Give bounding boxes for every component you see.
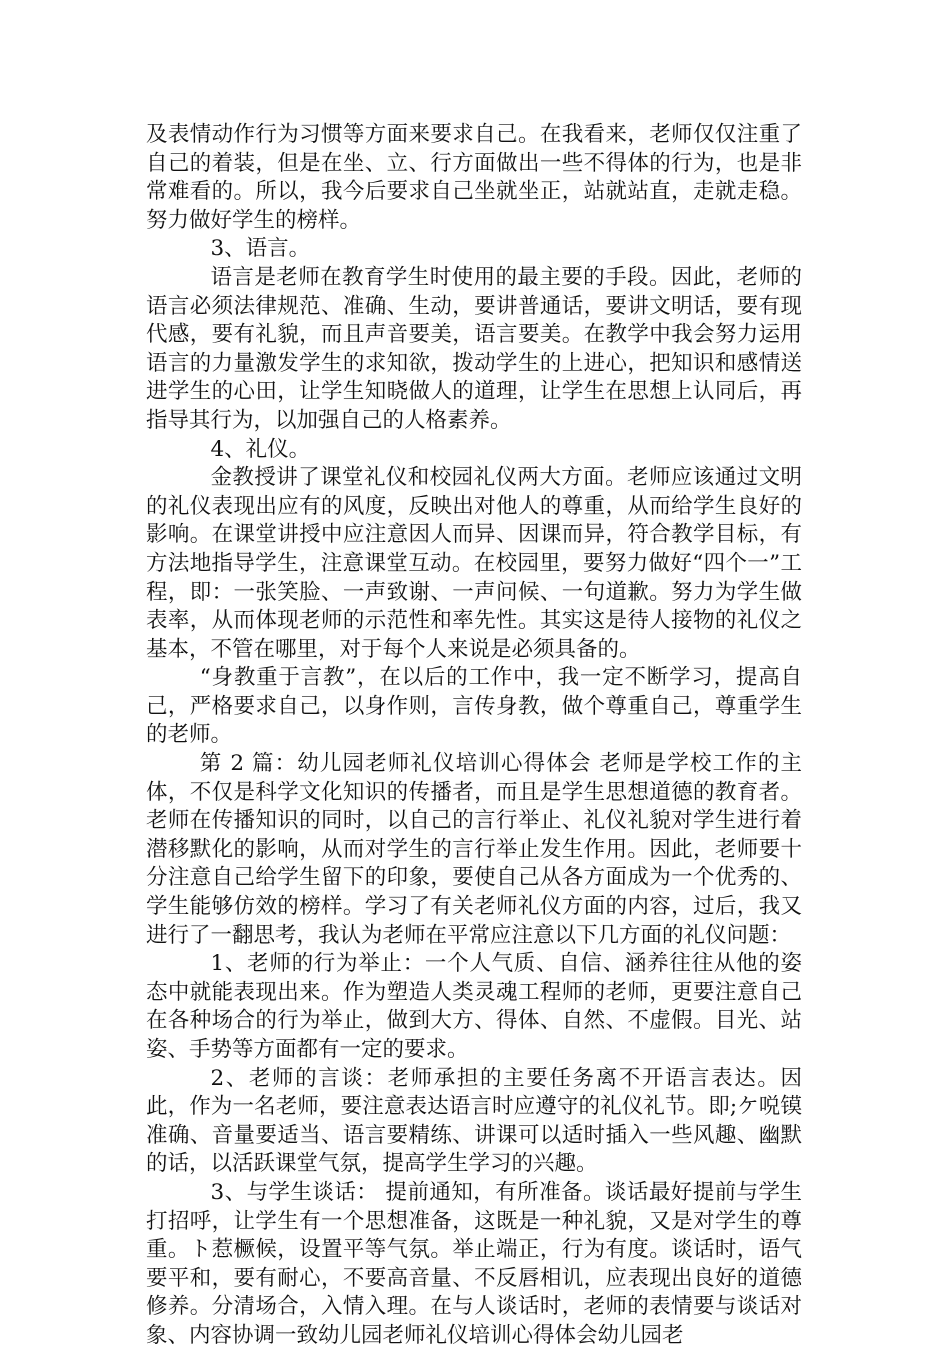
paragraph-etiquette: 金教授讲了课堂礼仪和校园礼仪两大方面。老师应该通过文明的礼仪表现出应有的风度，反映出对他人的尊重，从而给学生良好的影响。在课堂讲授中应注意因人而异、因课而异，符合教学目标，有方法地指导学生，注意课堂互动。在校园里，要努力做好“四个一”工程，即：一张笑脸、一声致谢、一声问候、一句道歉。努力为学生做表率，从而体现老师的示范性和率先性。其实这是待人接物的礼仪之基本，不管在哪里，对于每个人来说是必须具备的。 xyxy=(146,465,802,662)
paragraph-behavior: 1、老师的行为举止：一个人气质、自信、涵养往往从他的姿态中就能表现出来。作为塑造人类灵魂工程师的老师，更要注意自己在各种场合的行为举止，做到大方、得体、自然、不虚假。目光、站姿、手势等方面都有一定的要求。 xyxy=(146,951,802,1062)
paragraph-speech: 2、老师的言谈：老师承担的主要任务离不开语言表达。因此，作为一名老师，要注意表达语言时应遵守的礼仪礼节。即;ケ哾镆准确、音量要适当、语言要精练、讲课可以适时插入一些风趣、幽默的话，以活跃课堂气氛，提高学生学习的兴趣。 xyxy=(146,1065,802,1177)
paragraph-language: 语言是老师在教育学生时使用的最主要的手段。因此，老师的语言必须法律规范、准确、生动，要讲普通话，要讲文明话，要有现代感，要有礼貌，而且声音要美，语言要美。在教学中我会努力运用语言的力量激发学生的求知欲，拨动学生的上进心，把知识和感情送进学生的心田，让学生知晓做人的道理，让学生在思想上认同后，再指导其行为，以加强自己的人格素养。 xyxy=(146,264,802,433)
heading-language: 3、语言。 xyxy=(210,236,311,262)
paragraph-conclusion: “身教重于言教”，在以后的工作中，我一定不断学习，提高自己，严格要求自己，以身作则，言传身教，做个尊重自己，尊重学生的老师。 xyxy=(146,665,802,748)
paragraph-student-talk: 3、与学生谈话： 提前通知，有所准备。谈话最好提前与学生打招呼，让学生有一个思想准备，这既是一种礼貌，又是对学生的尊重。ト惹橛候，设置平等气氛。举止端正，行为有度。谈话时，语气要平和，要有耐心，不要高音量、不反唇相讥，应表现出良好的道德修养。分清场合，入情入理。在与人谈话时，老师的表情要与谈话对象、内容协调一致幼儿园老师礼仪培训心得体会幼儿园老 xyxy=(146,1179,802,1348)
paragraph-appearance-continued: 及表情动作行为习惯等方面来要求自己。在我看来，老师仅仅注重了自己的着装，但是在坐、立、行方面做出一些不得体的行为，也是非常难看的。所以，我今后要求自己坐就坐正，站就站直，走就走稳。努力做好学生的榜样。 xyxy=(146,122,802,233)
heading-etiquette: 4、礼仪。 xyxy=(210,436,311,462)
document-body xyxy=(146,121,802,1351)
paragraph-article-2-intro: 第 2 篇：幼儿园老师礼仪培训心得体会 老师是学校工作的主体，不仅是科学文化知识的传播者，而且是学生思想道德的教育者。老师在传播知识的同时，以自己的言行举止、礼仪礼貌对学生进行着潜移默化的影响，从而对学生的言行举止发生作用。因此，老师要十分注意自己给学生留下的印象，要使自己从各方面成为一个优秀的、学生能够仿效的榜样。学习了有关老师礼仪方面的内容，过后，我又进行了一翻思考，我认为老师在平常应注意以下几方面的礼仪问题： xyxy=(146,751,802,948)
